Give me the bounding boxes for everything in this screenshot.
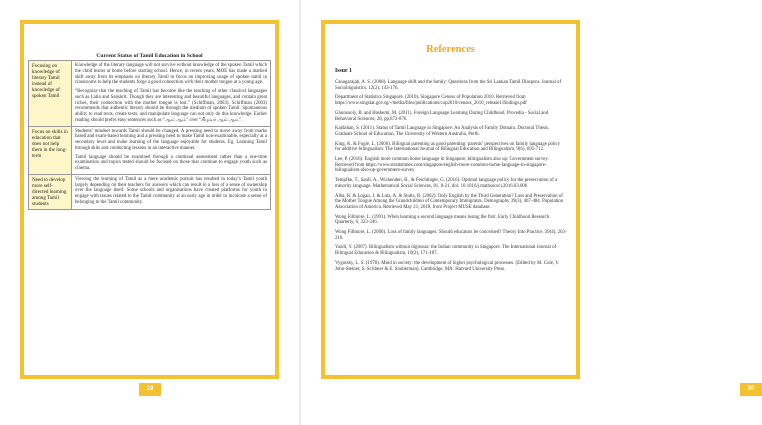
references-list xyxy=(335,80,567,276)
row-text xyxy=(72,126,271,174)
paragraph: “Recognize that the teaching of Tamil has become like the teaching of other classical languages such as Latin and Sanskrit. Though they are interesting and beautiful languages, and contain great riches, their connection with the mother tongue is lost.” (Schiffman, 2003). Schiffman (2003) recommends that authentic literary should be through the medium of spoken Tamil. Spontaneous ability to read texts, create texts, and manipulate language can not only do this knowledge. Earlier reading should prefer easy sentences such as “ஆம் ஆம்” over “கிழவர் ஆம் ஆம்”. xyxy=(75,89,267,123)
reference-item: Wong Fillmore, L. (1991). When learning a second language means losing the first. Early Childhood Research Quarterly, 6, 323-346. xyxy=(335,214,550,226)
row-label: Focus on skills in education that does not help them in the long-term xyxy=(29,126,72,174)
table-row xyxy=(29,61,271,127)
page-number-badge: 20 xyxy=(740,383,762,396)
issue-label: Issue 1 xyxy=(335,68,352,74)
row-label: Focusing on knowledge of literary Tamil instead of knowledge of spoken Tamil xyxy=(29,61,72,127)
row-label: Need to develop more self-directed learning among Tamil students xyxy=(29,174,72,209)
page-number-badge: 19 xyxy=(139,383,161,396)
reference-item: Vygotsky, L. S. (1978). Mind in society: the development of higher psychological processes. (Edited by M. Cole, V. John-Steiner, S. Scribner & E. Souberman). Cambridge, MA: Harvard University Press. xyxy=(335,260,560,272)
reference-item: King, K. & Fogle, L. (2006). Bilingual parenting as good parenting: parents’ perspectives on family language policy for additive bilingualism. The International Journal of Bilingual Education and Bilingualism, 9(6), 695-712. xyxy=(335,141,561,153)
paragraph: Viewing the learning of Tamil as a mere academic pursuit has resulted in today’s Tamil youth largely depending on their teachers for answers which can result in a loss of a sense of ownership over the language itself. Some schools and organisations have created platforms for youth to engage with issues related to the Tamil community at an early age in order to inculcate a sense of belonging to the Tamil community. xyxy=(75,176,267,205)
right-page xyxy=(301,0,755,425)
references-heading: References xyxy=(426,44,475,55)
page-title: Current Status of Tamil Education in School xyxy=(96,53,203,59)
reference-item: Alba, R. & Logan, J. & Lutz, A. & Stults, B. (2002). Only English by the Third Generation? Loss and Preservation of the Mother Tongue Among the Grandchildren of Contemporary Immigrants. Demography 39(3), 467-484. Population Association of America. Retrieved May 21, 2018, from Project MUSE database. xyxy=(335,193,564,210)
paragraph: Knowledge of the literary language will not survive without knowledge of the spoken Tamil which the child learns at home before starting school. Hence, in recent years, MOE has made a marked shift away from its emphasis on literary Tamil to focus on improving usage of spoken tamil in classrooms to help the students forge a good connection with their mother tongue at a young age. xyxy=(75,63,267,86)
reference-item: Kaidahan, S. (2011). Status of Tamil Language in Singapore: An Analysis of Family Domain. Doctoral Thesis. Graduate School of Education, The University of Western Australia, Perth. xyxy=(335,126,550,137)
paragraph: Tamil language should be examined through a continual assessment rather than a one-time examination and topics tested should be focused on those that continue to engage youth such as cinema. xyxy=(75,154,267,171)
table-row xyxy=(29,126,271,174)
status-table xyxy=(28,60,271,210)
reference-item: Yazdi, Y. (2007). Bilingualism without diglossia: the Indian community in Singapore. The International Journal of Bilingual Education & Bilingualism, 10(2), 171-187. xyxy=(335,245,557,257)
paragraph: Students’ mindset towards Tamil should be changed. A pressing need to move away from marks based and exam-based learning and a pressing need to make Tamil non-examinable, especially at a secondary level and make learning of the language enjoyable for students. Eg. Learning Tamil through skits and conducting lessons in an interactive manner. xyxy=(75,128,267,151)
left-page xyxy=(0,0,299,425)
reference-item: Lee, P. (2016). English more common home language in Singapore, bilingualism also up: Government survey. Retrieved from https://www.straitstimes.com/singapore/english-more-common-home-language-in-singapore-bilingualism-also-up-government-survey xyxy=(335,157,549,174)
table-row xyxy=(29,174,271,209)
reference-item: Canagarajah, A. S. (2008). Language shift and the family: Questions from the Sri Lankan Tamil Diaspora. Journal of Sociolinguistics, 12(2), 143-176. xyxy=(335,80,562,91)
row-text xyxy=(72,174,271,209)
reference-item: Department of Statistics Singapore. (2010). Singapore Census of Population 2010. Retrieved from https://www.singstat.gov.sg/-/media/files/publications/cop2010/census_2010_release1/findings.pdf xyxy=(335,95,527,107)
row-text xyxy=(72,61,271,127)
reference-item: Ghonsooly, B. and Hashemi, M. (2011). Foreign Language Learning During Childhood. Procedia - Social and Behavioral Sciences, 28, pp.872-876. xyxy=(335,110,549,122)
reference-item: Wong Fillmore, L. (2000). Loss of family languages: Should educators be concerned? Theory Into Practice, 39(4), 203-210. xyxy=(335,230,567,241)
reference-item: Tempfke, T., Saull, A., Wickenden, B., & Feichtinger, G. (2016). Optimal language policy for the preservation of a minority language. Mathematical Social Sciences, 81, 8-21. doi: 10.1016/j.mathsocsci.2016.03.006 xyxy=(335,178,558,189)
